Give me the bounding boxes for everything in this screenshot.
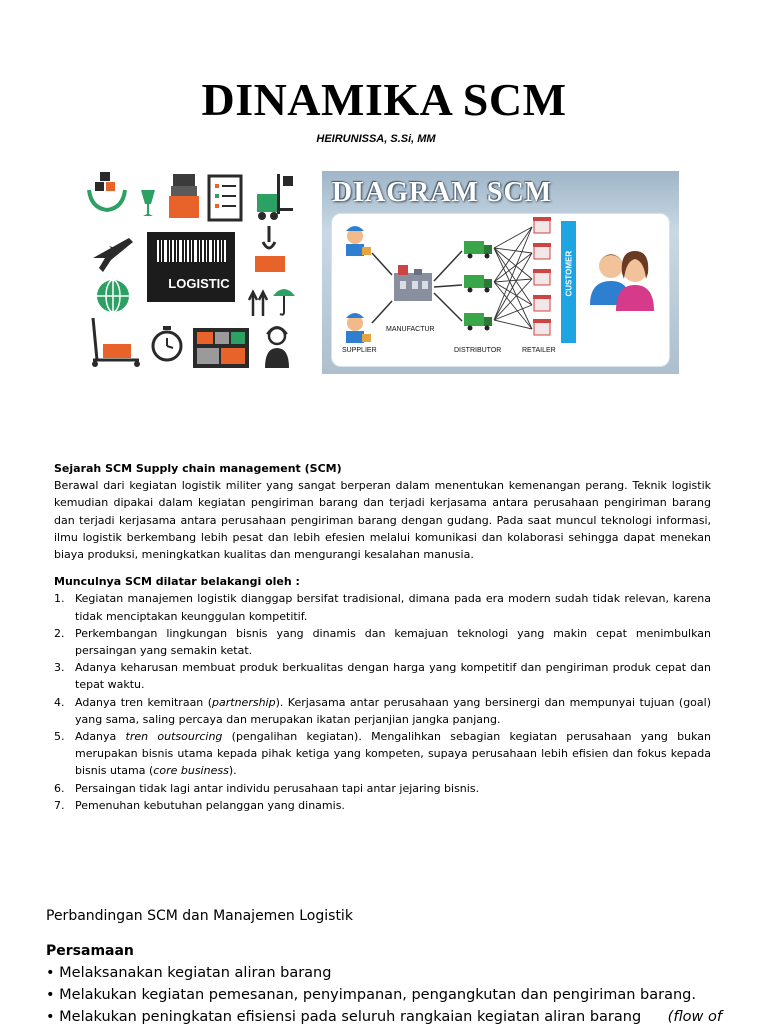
customer-service-icon <box>265 327 289 368</box>
body-text <box>54 460 711 814</box>
list-item: 6. Persaingan tidak lagi antar individu perusahaan tapi antar jejaring bisnis. <box>54 781 480 795</box>
factory-icon <box>394 265 432 301</box>
forklift-icon <box>257 174 293 220</box>
list-item: 7. Pemenuhan kebutuhan pelanggan yang dinamis. <box>54 798 345 812</box>
sejarah-heading: Sejarah SCM Supply chain management (SCM) <box>54 462 342 475</box>
cargo-boxes-icon <box>193 328 249 368</box>
persamaan-list <box>46 962 722 1028</box>
list-item: 2. Perkembangan lingkungan bisnis yang dinamis dan kemajuan teknologi yang makin cepat menimbulkan persaingan yang semakin ketat. <box>54 626 711 658</box>
hands-boxes-icon <box>89 172 125 210</box>
distributor-truck-icon <box>464 275 492 293</box>
list-item: • Melakukan kegiatan pemesanan, penyimpanan, pengangkutan dan pengiriman barang. <box>46 987 696 1003</box>
distributor-truck-icon <box>464 313 492 331</box>
checklist-icon <box>209 176 241 220</box>
list-item: 4. Adanya tren kemitraan (partnership). Kerjasama antar perusahaan yang bersinergi dan mempunyai tujuan (goal) yang sama, saling percaya dan merupakan ikatan perjanjian jangka panjang. <box>54 695 711 726</box>
distributor-truck-icon <box>464 241 492 259</box>
globe-icon <box>97 280 129 312</box>
persamaan-heading: Persamaan <box>46 943 134 959</box>
list-item: 1. Kegiatan manajemen logistik dianggap bersifat tradisional, dimana pada era modern sudah tidak relevan, karena tidak menciptakan keunggulan kompetitif. <box>54 592 711 623</box>
pallet-scale-icon <box>92 318 140 367</box>
supplier-person-icon <box>346 226 371 256</box>
barcode-logistic-icon <box>147 232 235 302</box>
glass-icon <box>141 190 155 216</box>
crane-container-icon <box>255 226 285 272</box>
list-item: • Melakukan peningkatan efisiensi pada seluruh rangkaian kegiatan aliran barang (flow of <box>46 1009 722 1025</box>
customer-people-icon <box>590 251 654 311</box>
airplane-icon <box>93 238 133 272</box>
logistic-label: LOGISTIC <box>168 276 230 291</box>
distributor-label: DISTRIBUTOR <box>454 347 502 354</box>
manufactur-label: MANUFACTUR <box>386 326 435 333</box>
supplier-label: SUPPLIER <box>342 347 377 354</box>
logistic-illustration <box>81 168 303 378</box>
supplier-person-icon <box>346 313 371 343</box>
customer-label: CUSTOMER <box>564 250 574 297</box>
perbandingan-heading: Perbandingan SCM dan Manajemen Logistik <box>46 908 353 924</box>
stopwatch-icon <box>153 326 181 360</box>
list-item: 3. Adanya keharusan membuat produk berkualitas dengan harga yang kompetitif dan pengiriman produk cepat dan tepat waktu. <box>54 661 711 692</box>
latar-heading: Munculnya SCM dilatar belakangi oleh : <box>54 575 300 589</box>
author-name: HEIRUNISSA, S.Si, MM <box>316 133 436 145</box>
latar-list <box>54 590 711 814</box>
sejarah-paragraph: Berawal dari kegiatan logistik militer yang sangat berperan dalam menentukan kemenangan perang. Teknik logistik kemudian dipakai dalam kegiatan pengiriman barang dan terjadi kerjasama antara perusahaan pengiriman barang dan terjadi kerjasama antara perusahaan pengiriman barang dengan gudang. Pada saat muncul teknologi informasi, ilmu logistik berkembang lebih pesat dan lebih efesien melalui komunikasi dan kolaborasi sehingga dapat menekan biaya produksi, meningkatkan kualitas dan mengurangi kesalahan manusia. <box>54 479 711 562</box>
list-item: 5. Adanya tren outsourcing (pengalihan kegiatan). Mengalihkan sebagian kegiatan perusahaan yang bukan merupakan bisnis utama kepada pihak ketiga yang kompeten, supaya perusahaan lebih efisien dan fokus kepada bisnis utama (core business). <box>54 730 712 778</box>
diagram-scm-image <box>322 171 679 374</box>
list-item: • Melaksanakan kegiatan aliran barang <box>46 965 332 981</box>
retailer-shop-icon <box>533 217 551 335</box>
this-way-up-umbrella-icon <box>249 289 295 316</box>
diagram-title: DIAGRAM SCM <box>331 177 553 208</box>
boxes-stack-icon <box>169 174 199 218</box>
retailer-label: RETAILER <box>522 347 556 354</box>
page-title: DINAMIKA SCM <box>201 74 567 125</box>
